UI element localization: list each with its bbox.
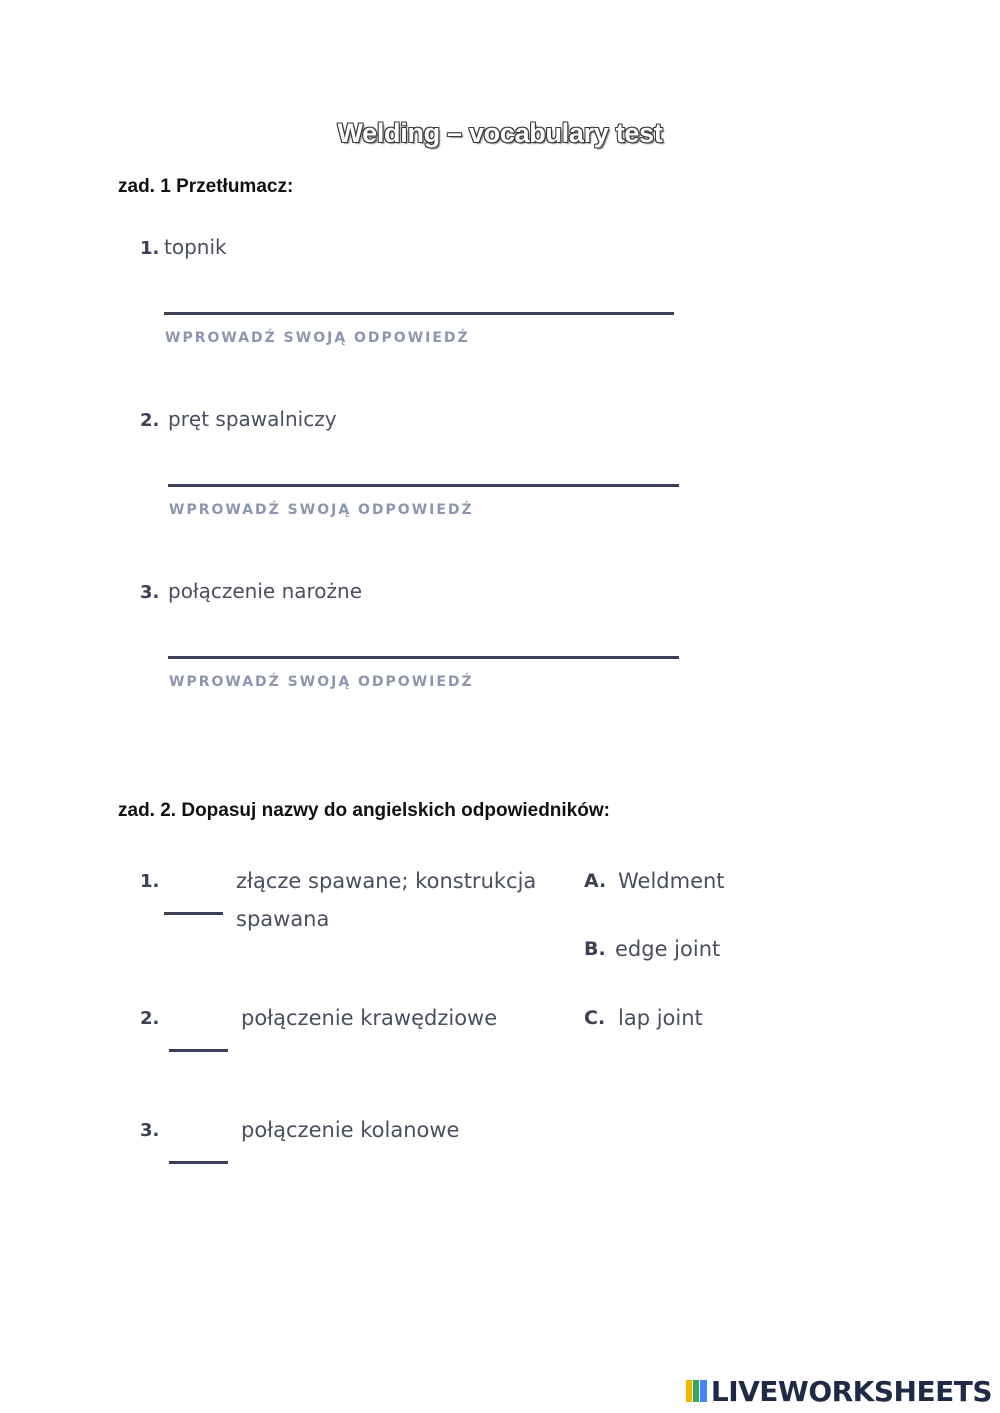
task2-item-number: 3. <box>140 1120 160 1141</box>
task1-item-text: pręt spawalniczy <box>168 407 337 431</box>
task1-answer-input-2[interactable] <box>168 484 679 487</box>
task2-item-text-continued: spawana <box>236 907 330 931</box>
option-letter: A. <box>584 870 607 892</box>
answer-placeholder: WPROWADŹ SWOJĄ ODPOWIEDŹ <box>165 330 470 346</box>
task1-answer-input-3[interactable] <box>168 656 679 659</box>
brand-name: LIVEWORKSHEETS <box>710 1374 992 1408</box>
task1-item-text: połączenie narożne <box>168 579 362 603</box>
option-text: Weldment <box>618 869 725 893</box>
task1-heading: zad. 1 Przetłumacz: <box>118 176 294 197</box>
answer-placeholder: WPROWADŹ SWOJĄ ODPOWIEDŹ <box>169 674 474 690</box>
task2-answer-slot-3[interactable] <box>169 1161 228 1164</box>
option-letter: C. <box>584 1007 606 1029</box>
option-text: lap joint <box>618 1006 703 1030</box>
task1-item-number: 1. <box>140 238 160 259</box>
task1-item-number: 3. <box>140 582 160 603</box>
liveworksheets-logo-icon <box>686 1378 708 1404</box>
task2-item-text: złącze spawane; konstrukcja <box>236 869 537 893</box>
task1-item-number: 2. <box>140 410 160 431</box>
task2-heading: zad. 2. Dopasuj nazwy do angielskich odpowiedników: <box>118 800 610 821</box>
task2-answer-slot-2[interactable] <box>169 1049 228 1052</box>
task2-item-number: 1. <box>140 871 160 892</box>
task2-answer-slot-1[interactable] <box>164 912 223 915</box>
task1-item-text: topnik <box>164 235 227 259</box>
option-letter: B. <box>584 938 606 960</box>
answer-placeholder: WPROWADŹ SWOJĄ ODPOWIEDŹ <box>169 502 474 518</box>
task2-item-text: połączenie kolanowe <box>241 1118 460 1142</box>
option-text: edge joint <box>615 937 721 961</box>
page-title: Welding – vocabulary test <box>337 118 663 148</box>
task2-item-number: 2. <box>140 1008 160 1029</box>
liveworksheets-logo <box>686 1375 992 1407</box>
task2-item-text: połączenie krawędziowe <box>241 1006 498 1030</box>
task1-answer-input-1[interactable] <box>164 312 674 315</box>
